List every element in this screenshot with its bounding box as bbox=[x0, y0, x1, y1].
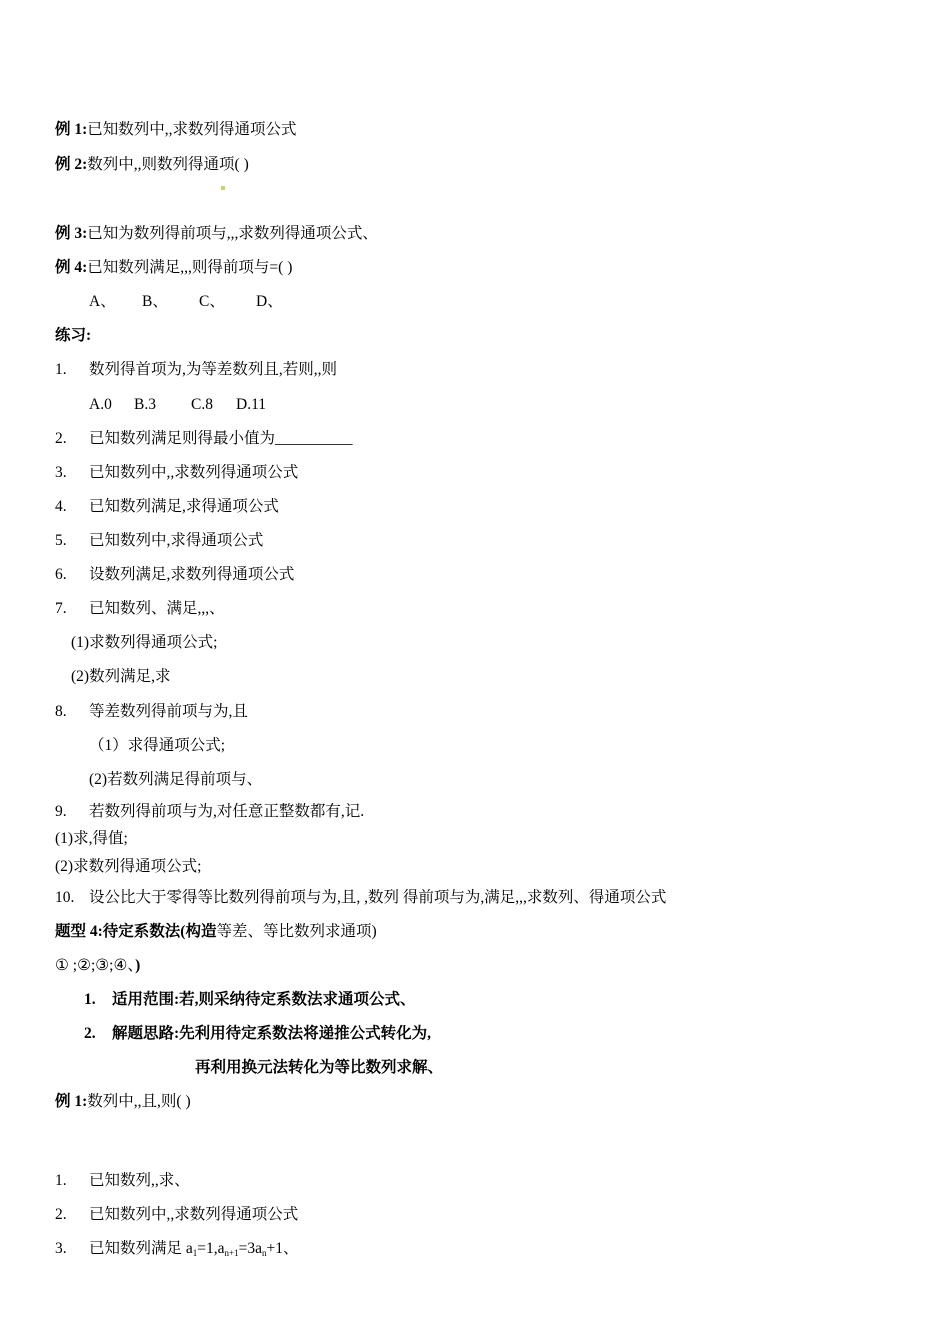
subscript: n bbox=[261, 1248, 267, 1258]
option-d: D、 bbox=[256, 293, 283, 310]
item-number: 8. bbox=[55, 703, 67, 720]
example-3 bbox=[55, 224, 378, 244]
practice-item bbox=[55, 888, 666, 908]
point-number: 2. bbox=[84, 1025, 96, 1042]
item-number: 6. bbox=[55, 566, 67, 583]
practice-item bbox=[55, 429, 353, 449]
practice-item bbox=[55, 599, 225, 619]
item-text: 已知数列满足 a bbox=[89, 1240, 193, 1257]
example-2 bbox=[55, 155, 249, 175]
item-number: 1. bbox=[55, 361, 67, 378]
stray-mark bbox=[221, 186, 225, 190]
practice-item bbox=[55, 360, 337, 380]
type-4-item-3 bbox=[55, 1239, 298, 1263]
item-text: =1,a bbox=[197, 1240, 225, 1257]
item-number: 9. bbox=[55, 803, 67, 820]
item-number: 1. bbox=[55, 1172, 67, 1189]
item-text: 已知数列中,,求数列得通项公式 bbox=[89, 464, 299, 481]
practice-item bbox=[55, 463, 298, 483]
item-text: 数列得首项为,为等差数列且,若则,,则 bbox=[89, 361, 338, 378]
type-4-point-2 bbox=[84, 1024, 431, 1044]
type-title-bold: 题型 4:待定系数法(构造 bbox=[55, 923, 217, 940]
option-c: C.8 bbox=[191, 396, 213, 413]
item-number: 3. bbox=[55, 464, 67, 481]
example-label: 例 1: bbox=[55, 121, 88, 138]
example-1 bbox=[55, 120, 297, 140]
item-number: 3. bbox=[55, 1240, 67, 1257]
type-4-example-1 bbox=[55, 1092, 191, 1112]
example-label: 例 1: bbox=[55, 1093, 88, 1110]
item-text: 已知数列中,,求数列得通项公式 bbox=[89, 1206, 299, 1223]
option-b: B.3 bbox=[134, 396, 156, 413]
point-text: 适用范围:若,则采纳待定系数法求通项公式、 bbox=[112, 991, 416, 1008]
example-4-options bbox=[89, 292, 283, 312]
example-text: 数列中,,且,则( ) bbox=[87, 1093, 191, 1110]
type-title-rest: 等差、等比数列求通项) bbox=[216, 923, 377, 940]
option-b: B、 bbox=[142, 293, 168, 310]
subscript: 1 bbox=[192, 1248, 198, 1258]
practice-item-7-part-2: (2)数列满足,求 bbox=[71, 668, 171, 685]
item-number: 7. bbox=[55, 600, 67, 617]
practice-item bbox=[55, 531, 263, 551]
example-label: 例 3: bbox=[55, 225, 88, 242]
subscript: n+1 bbox=[224, 1248, 239, 1258]
item-text: 已知数列,,求、 bbox=[89, 1172, 190, 1189]
type-4-title bbox=[55, 922, 377, 942]
option-a: A.0 bbox=[89, 396, 112, 413]
type-4-item bbox=[55, 1171, 190, 1191]
example-text: 已知为数列得前项与,,,求数列得通项公式、 bbox=[87, 225, 378, 242]
practice-item-8-part-2: (2)若数列满足得前项与、 bbox=[89, 771, 263, 788]
forms-close-paren: ) bbox=[135, 957, 141, 974]
example-4 bbox=[55, 258, 292, 278]
item-text: 设数列满足,求数列得通项公式 bbox=[89, 566, 295, 583]
item-text: +1、 bbox=[266, 1240, 299, 1257]
item-text: 设公比大于零得等比数列得前项与为,且, ,数列 得前项与为,满足,,,求数列、得通项公式 bbox=[89, 889, 667, 906]
practice-item-7-part-1: (1)求数列得通项公式; bbox=[71, 634, 218, 651]
item-text: 若数列得前项与为,对任意正整数都有,记. bbox=[89, 803, 365, 820]
practice-item-9-part-2: (2)求数列得通项公式; bbox=[55, 858, 202, 875]
item-text: 已知数列满足则得最小值为__________ bbox=[89, 430, 353, 447]
type-4-forms bbox=[55, 956, 140, 976]
item-text: 已知数列中,求得通项公式 bbox=[89, 532, 264, 549]
practice-item-8-part-1: （1）求得通项公式; bbox=[89, 737, 226, 754]
item-text: =3a bbox=[238, 1240, 262, 1257]
type-4-point-1 bbox=[84, 990, 416, 1010]
item-number: 2. bbox=[55, 430, 67, 447]
example-text: 数列中,,则数列得通项( ) bbox=[87, 156, 249, 173]
item-number: 5. bbox=[55, 532, 67, 549]
example-label: 例 4: bbox=[55, 259, 88, 276]
example-text: 已知数列满足,,,则得前项与=( ) bbox=[87, 259, 293, 276]
point-number: 1. bbox=[84, 991, 96, 1008]
practice-item bbox=[55, 702, 248, 722]
item-text: 已知数列满足,求得通项公式 bbox=[89, 498, 279, 515]
type-4-item bbox=[55, 1205, 298, 1225]
practice-item bbox=[55, 497, 279, 517]
example-label: 例 2: bbox=[55, 156, 88, 173]
practice-heading: 练习: bbox=[55, 327, 92, 344]
item-text: 等差数列得前项与为,且 bbox=[89, 703, 248, 720]
item-number: 10. bbox=[55, 889, 75, 906]
type-4-point-2-continued: 再利用换元法转化为等比数列求解、 bbox=[195, 1059, 444, 1076]
item-number: 2. bbox=[55, 1206, 67, 1223]
item-number: 4. bbox=[55, 498, 67, 515]
option-d: D.11 bbox=[236, 396, 266, 413]
option-a: A、 bbox=[89, 293, 116, 310]
item-text: 已知数列、满足,,,、 bbox=[89, 600, 225, 617]
practice-item bbox=[55, 565, 294, 585]
example-text: 已知数列中,,求数列得通项公式 bbox=[87, 121, 297, 138]
option-c: C、 bbox=[199, 293, 225, 310]
practice-item-9-part-1: (1)求,得值; bbox=[55, 830, 128, 847]
practice-item-1-options bbox=[89, 395, 266, 415]
practice-item bbox=[55, 802, 364, 822]
forms-text: ① ;②;③;④、 bbox=[55, 957, 136, 974]
point-text: 解题思路:先利用待定系数法将递推公式转化为, bbox=[112, 1025, 432, 1042]
